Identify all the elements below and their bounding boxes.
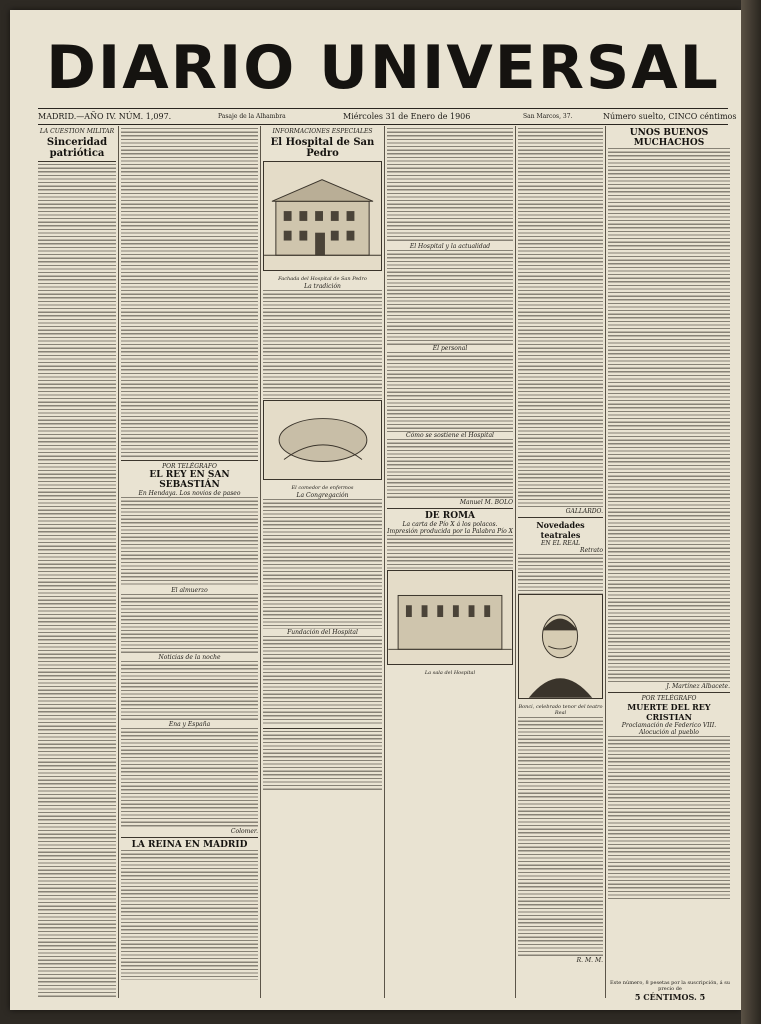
roma-subheadline: La carta de Pío X á los polacos. Impresión producida por la Palabra Pío X xyxy=(387,521,513,535)
article-body xyxy=(608,736,730,901)
article-body xyxy=(387,128,513,243)
article-body xyxy=(263,290,382,400)
article-body xyxy=(38,164,116,998)
headline: El Hospital de San Pedro xyxy=(270,137,375,159)
article-body xyxy=(121,850,258,980)
masthead-rule xyxy=(38,108,728,109)
column-1 xyxy=(38,128,116,998)
subhead: El personal xyxy=(432,345,468,352)
newspaper-page xyxy=(10,10,741,1010)
telegraph-label: POR TELÉGRAFO xyxy=(641,695,697,702)
subheadline: EN EL REAL xyxy=(540,540,581,547)
portrait-caption: Bonci, celebrado tenor del teatro Real xyxy=(518,704,603,716)
subhead: El Hospital y la actualidad xyxy=(409,243,491,250)
article-body xyxy=(121,497,258,587)
divider xyxy=(38,161,116,162)
article-body xyxy=(121,128,258,458)
illustration-caption: La sala del Hospital xyxy=(424,670,476,676)
signature: Manuel M. BOLO xyxy=(459,499,513,506)
column-5 xyxy=(608,128,730,998)
column-4 xyxy=(387,128,513,998)
subhead: Fundación del Hospital xyxy=(287,629,358,636)
divider xyxy=(387,508,513,509)
subhead: La tradición xyxy=(304,283,341,290)
kicker: INFORMACIONES ESPECIALES xyxy=(272,128,373,135)
column-divider xyxy=(384,126,385,998)
headline: LA REINA EN MADRID xyxy=(131,840,248,850)
divider xyxy=(121,460,258,461)
portrait-illustration xyxy=(518,594,603,699)
article-body xyxy=(121,594,258,654)
subheadline: Proclamación de Federico VIII. Alocución al pueblo xyxy=(621,722,717,736)
subhead: La Congregación xyxy=(296,492,349,499)
price-footer xyxy=(610,980,730,1002)
column-3 xyxy=(263,128,382,998)
article-body xyxy=(518,717,603,957)
headline: MUERTE DEL REY CRISTIAN xyxy=(627,702,711,722)
telegraph-label: POR TELÉGRAFO xyxy=(162,463,217,470)
column-4b xyxy=(518,128,603,998)
signature: J. Martínez Albacete. xyxy=(666,683,730,690)
footer-price: 5 CÉNTIMOS. 5 xyxy=(634,992,706,1002)
article-body xyxy=(608,148,730,683)
ward-illustration xyxy=(263,400,382,480)
footer-note: Este número, 8 pesetas por la suscripción, á su precio de xyxy=(610,980,730,992)
roma-headline: DE ROMA xyxy=(424,511,476,521)
column-divider xyxy=(260,126,261,998)
article-body xyxy=(387,535,513,570)
credit: Retrato xyxy=(580,547,603,554)
headline: Novedades teatrales xyxy=(536,520,585,540)
article-body xyxy=(263,636,382,726)
column-2 xyxy=(121,128,258,998)
address-left: Pasaje de la Alhambra xyxy=(218,113,286,120)
article-body xyxy=(387,352,513,432)
masthead-title: DIARIO UNIVERSAL xyxy=(46,33,720,103)
subheadline: En Hendaya. Los novios de paseo xyxy=(138,490,241,497)
issue-date: Miércoles 31 de Enero de 1906 xyxy=(343,112,471,121)
article-body xyxy=(263,499,382,629)
column-divider xyxy=(118,126,119,998)
article-body xyxy=(121,728,258,828)
info-bar xyxy=(38,110,737,124)
article-body xyxy=(121,661,258,721)
illustration-caption: Fachada del Hospital de San Pedro xyxy=(278,276,367,282)
headline: EL REY EN SAN SEBASTIÁN xyxy=(149,470,230,490)
subhead: Noticias de la noche xyxy=(158,654,221,661)
infobar-rule xyxy=(38,124,728,125)
subhead: El almuerzo xyxy=(171,587,208,594)
article-body xyxy=(518,128,603,508)
article-body xyxy=(387,439,513,499)
divider xyxy=(518,517,603,518)
article-body xyxy=(518,554,603,594)
page-binding-edge xyxy=(741,0,761,1024)
divider xyxy=(121,837,258,838)
hospital-facade-illustration xyxy=(263,161,382,271)
issue-price: Número suelto, CINCO céntimos xyxy=(603,112,737,121)
divider xyxy=(263,728,382,729)
illustration-caption: El comedor de enfermos xyxy=(291,485,354,491)
divider xyxy=(608,692,730,693)
column-divider xyxy=(605,126,606,998)
kicker: LA CUESTIÓN MILITAR xyxy=(39,128,115,135)
signature: Colomer. xyxy=(230,828,258,835)
issue-info: MADRID.—AÑO IV. NÚM. 1,097. xyxy=(38,112,172,121)
article-body xyxy=(263,731,382,791)
headline: UNOS BUENOS MUCHACHOS xyxy=(629,128,709,148)
address-right: San Marcos, 37. xyxy=(523,113,573,120)
subhead: Cómo se sostiene el Hospital xyxy=(406,432,494,439)
column-divider xyxy=(515,126,516,998)
courtyard-illustration xyxy=(387,570,513,665)
signature: R. M. M. xyxy=(576,957,603,964)
article-body xyxy=(387,250,513,345)
signature: GALLARDO. xyxy=(565,508,603,515)
headline: Sinceridad patriótica xyxy=(46,137,108,159)
subhead: Ena y España xyxy=(168,721,211,728)
